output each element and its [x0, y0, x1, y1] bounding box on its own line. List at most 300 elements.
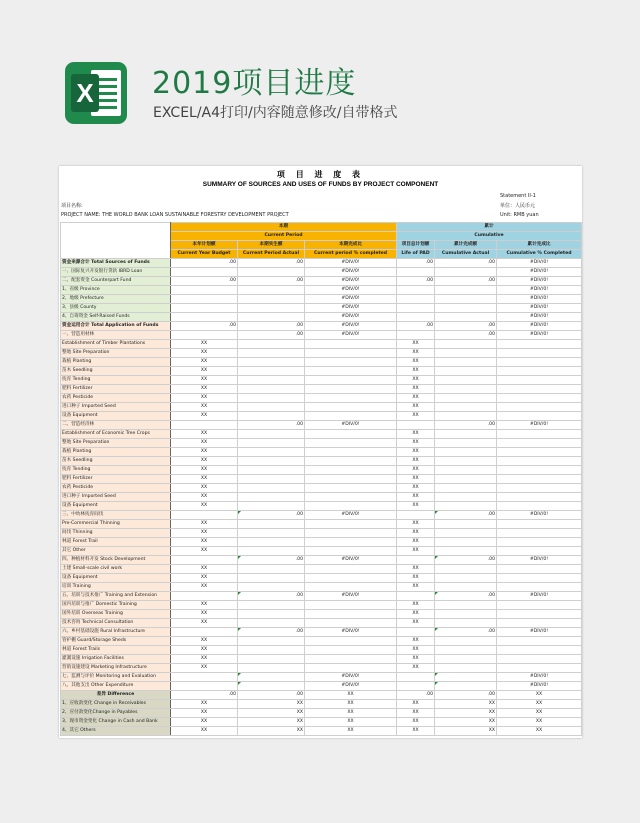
table-cell[interactable] — [238, 313, 305, 322]
table-cell[interactable] — [305, 565, 397, 574]
table-cell[interactable]: #DIV/0! — [305, 313, 397, 322]
table-cell[interactable]: XX — [497, 691, 582, 700]
table-cell[interactable] — [435, 610, 497, 619]
table-cell[interactable] — [305, 493, 397, 502]
table-cell[interactable]: XX — [171, 448, 238, 457]
table-cell[interactable] — [435, 601, 497, 610]
table-cell[interactable] — [397, 331, 435, 340]
table-cell[interactable]: #DIV/0! — [305, 673, 397, 682]
table-cell[interactable] — [497, 403, 582, 412]
table-cell[interactable] — [435, 520, 497, 529]
table-cell[interactable]: XX — [171, 466, 238, 475]
table-cell[interactable] — [435, 637, 497, 646]
table-cell[interactable] — [305, 664, 397, 673]
table-cell[interactable]: XX — [397, 727, 435, 736]
table-cell[interactable] — [305, 448, 397, 457]
table-cell[interactable] — [435, 358, 497, 367]
table-cell[interactable] — [397, 304, 435, 313]
table-cell[interactable]: XX — [171, 610, 238, 619]
table-cell[interactable]: XX — [397, 475, 435, 484]
table-cell[interactable] — [497, 376, 582, 385]
table-cell[interactable] — [238, 304, 305, 313]
table-cell[interactable] — [305, 538, 397, 547]
table-cell[interactable] — [238, 637, 305, 646]
table-cell[interactable]: XX — [397, 646, 435, 655]
table-cell[interactable] — [497, 394, 582, 403]
table-cell[interactable] — [305, 637, 397, 646]
table-cell[interactable] — [435, 502, 497, 511]
table-cell[interactable] — [305, 367, 397, 376]
table-cell[interactable] — [497, 583, 582, 592]
table-cell[interactable] — [238, 394, 305, 403]
table-cell[interactable]: #DIV/0! — [305, 331, 397, 340]
table-cell[interactable]: XX — [171, 646, 238, 655]
table-cell[interactable]: #DIV/0! — [497, 286, 582, 295]
table-cell[interactable]: XX — [171, 718, 238, 727]
table-cell[interactable]: XX — [435, 718, 497, 727]
table-cell[interactable] — [497, 664, 582, 673]
table-cell[interactable]: XX — [171, 358, 238, 367]
table-cell[interactable] — [397, 628, 435, 637]
table-cell[interactable] — [305, 547, 397, 556]
table-cell[interactable] — [171, 313, 238, 322]
table-cell[interactable] — [397, 511, 435, 520]
table-cell[interactable] — [497, 637, 582, 646]
table-cell[interactable] — [171, 421, 238, 430]
table-cell[interactable] — [435, 466, 497, 475]
table-cell[interactable] — [238, 412, 305, 421]
table-cell[interactable]: XX — [171, 637, 238, 646]
table-cell[interactable]: XX — [171, 709, 238, 718]
table-cell[interactable] — [435, 394, 497, 403]
table-cell[interactable] — [435, 493, 497, 502]
table-cell[interactable] — [305, 520, 397, 529]
table-cell[interactable] — [497, 466, 582, 475]
table-cell[interactable] — [238, 376, 305, 385]
table-cell[interactable] — [238, 385, 305, 394]
table-cell[interactable]: .00 — [435, 592, 497, 601]
table-cell[interactable] — [435, 439, 497, 448]
table-cell[interactable] — [397, 592, 435, 601]
table-cell[interactable] — [435, 304, 497, 313]
table-cell[interactable]: XX — [171, 394, 238, 403]
table-cell[interactable] — [171, 304, 238, 313]
table-cell[interactable] — [497, 538, 582, 547]
table-cell[interactable]: XX — [397, 655, 435, 664]
table-cell[interactable]: XX — [171, 664, 238, 673]
table-cell[interactable]: XX — [397, 430, 435, 439]
table-cell[interactable] — [238, 682, 305, 691]
table-cell[interactable]: .00 — [397, 277, 435, 286]
table-cell[interactable] — [238, 493, 305, 502]
table-cell[interactable] — [497, 475, 582, 484]
table-cell[interactable] — [305, 349, 397, 358]
table-cell[interactable]: .00 — [238, 322, 305, 331]
table-cell[interactable] — [238, 358, 305, 367]
table-cell[interactable]: #DIV/0! — [305, 322, 397, 331]
table-cell[interactable] — [397, 295, 435, 304]
table-cell[interactable]: XX — [171, 583, 238, 592]
table-cell[interactable] — [497, 340, 582, 349]
table-cell[interactable] — [435, 682, 497, 691]
table-cell[interactable] — [397, 313, 435, 322]
table-cell[interactable]: .00 — [435, 691, 497, 700]
table-cell[interactable]: XX — [397, 448, 435, 457]
table-cell[interactable]: .00 — [238, 556, 305, 565]
table-cell[interactable]: XX — [171, 547, 238, 556]
table-cell[interactable]: #DIV/0! — [497, 628, 582, 637]
table-cell[interactable] — [435, 367, 497, 376]
table-cell[interactable] — [305, 394, 397, 403]
table-cell[interactable] — [305, 475, 397, 484]
table-cell[interactable] — [497, 520, 582, 529]
table-cell[interactable] — [238, 286, 305, 295]
table-cell[interactable]: #DIV/0! — [305, 259, 397, 268]
table-cell[interactable]: #DIV/0! — [497, 304, 582, 313]
table-cell[interactable]: XX — [397, 349, 435, 358]
table-cell[interactable]: XX — [397, 610, 435, 619]
table-cell[interactable]: XX — [171, 619, 238, 628]
table-cell[interactable]: XX — [397, 376, 435, 385]
table-cell[interactable]: .00 — [435, 628, 497, 637]
table-cell[interactable]: XX — [171, 412, 238, 421]
table-cell[interactable]: XX — [397, 502, 435, 511]
table-cell[interactable]: #DIV/0! — [497, 682, 582, 691]
table-cell[interactable] — [305, 646, 397, 655]
table-cell[interactable] — [238, 268, 305, 277]
table-cell[interactable]: XX — [397, 520, 435, 529]
table-cell[interactable] — [435, 457, 497, 466]
table-cell[interactable]: .00 — [435, 259, 497, 268]
table-cell[interactable]: #DIV/0! — [497, 556, 582, 565]
table-cell[interactable]: XX — [397, 565, 435, 574]
table-cell[interactable]: XX — [171, 367, 238, 376]
table-cell[interactable]: .00 — [435, 277, 497, 286]
table-cell[interactable]: #DIV/0! — [305, 268, 397, 277]
table-cell[interactable] — [305, 502, 397, 511]
table-cell[interactable]: XX — [171, 502, 238, 511]
table-cell[interactable]: XX — [435, 727, 497, 736]
table-cell[interactable] — [171, 673, 238, 682]
table-cell[interactable]: #DIV/0! — [497, 277, 582, 286]
table-cell[interactable]: #DIV/0! — [305, 277, 397, 286]
table-cell[interactable]: XX — [238, 700, 305, 709]
table-cell[interactable]: XX — [497, 718, 582, 727]
table-cell[interactable]: XX — [397, 484, 435, 493]
table-cell[interactable] — [171, 331, 238, 340]
table-cell[interactable]: .00 — [397, 322, 435, 331]
table-cell[interactable] — [497, 484, 582, 493]
table-cell[interactable] — [305, 583, 397, 592]
table-cell[interactable] — [305, 439, 397, 448]
table-cell[interactable] — [171, 286, 238, 295]
table-cell[interactable] — [238, 538, 305, 547]
table-cell[interactable]: .00 — [238, 628, 305, 637]
table-cell[interactable] — [238, 655, 305, 664]
table-cell[interactable]: XX — [397, 601, 435, 610]
table-cell[interactable]: XX — [397, 700, 435, 709]
table-cell[interactable] — [497, 601, 582, 610]
table-cell[interactable] — [497, 439, 582, 448]
table-cell[interactable] — [435, 430, 497, 439]
table-cell[interactable]: .00 — [171, 322, 238, 331]
table-cell[interactable]: XX — [397, 493, 435, 502]
table-cell[interactable] — [238, 457, 305, 466]
table-cell[interactable]: XX — [397, 367, 435, 376]
table-cell[interactable] — [435, 313, 497, 322]
table-cell[interactable]: XX — [397, 547, 435, 556]
table-cell[interactable]: XX — [435, 709, 497, 718]
table-cell[interactable] — [305, 340, 397, 349]
table-cell[interactable]: XX — [305, 700, 397, 709]
table-cell[interactable]: .00 — [435, 556, 497, 565]
table-cell[interactable] — [238, 295, 305, 304]
table-cell[interactable] — [497, 457, 582, 466]
table-cell[interactable] — [238, 520, 305, 529]
table-cell[interactable] — [305, 412, 397, 421]
table-cell[interactable] — [435, 574, 497, 583]
table-cell[interactable]: XX — [171, 565, 238, 574]
table-cell[interactable]: #DIV/0! — [497, 268, 582, 277]
table-cell[interactable] — [238, 349, 305, 358]
table-cell[interactable]: XX — [397, 457, 435, 466]
table-cell[interactable]: XX — [305, 691, 397, 700]
table-cell[interactable]: XX — [397, 709, 435, 718]
table-cell[interactable]: XX — [397, 439, 435, 448]
table-cell[interactable]: XX — [171, 457, 238, 466]
table-cell[interactable] — [497, 493, 582, 502]
table-cell[interactable] — [435, 475, 497, 484]
table-cell[interactable]: .00 — [238, 691, 305, 700]
table-cell[interactable]: #DIV/0! — [305, 556, 397, 565]
table-cell[interactable] — [497, 619, 582, 628]
table-cell[interactable] — [171, 628, 238, 637]
table-cell[interactable]: XX — [397, 538, 435, 547]
table-cell[interactable]: .00 — [238, 259, 305, 268]
table-cell[interactable]: XX — [171, 340, 238, 349]
table-cell[interactable] — [238, 340, 305, 349]
table-cell[interactable]: #DIV/0! — [497, 592, 582, 601]
table-cell[interactable] — [497, 448, 582, 457]
table-cell[interactable]: XX — [238, 727, 305, 736]
table-cell[interactable]: .00 — [238, 421, 305, 430]
table-cell[interactable]: XX — [171, 538, 238, 547]
table-cell[interactable] — [435, 448, 497, 457]
table-cell[interactable] — [305, 610, 397, 619]
table-cell[interactable] — [435, 655, 497, 664]
table-cell[interactable]: XX — [238, 718, 305, 727]
table-cell[interactable]: XX — [397, 574, 435, 583]
table-cell[interactable]: XX — [171, 430, 238, 439]
table-cell[interactable] — [435, 403, 497, 412]
table-cell[interactable]: XX — [497, 709, 582, 718]
table-cell[interactable] — [435, 349, 497, 358]
table-cell[interactable]: XX — [171, 601, 238, 610]
table-cell[interactable] — [497, 610, 582, 619]
table-cell[interactable]: #DIV/0! — [497, 259, 582, 268]
table-cell[interactable]: .00 — [397, 691, 435, 700]
table-cell[interactable]: .00 — [171, 691, 238, 700]
table-cell[interactable]: XX — [397, 394, 435, 403]
table-cell[interactable]: .00 — [435, 322, 497, 331]
table-cell[interactable]: XX — [397, 583, 435, 592]
table-cell[interactable] — [305, 430, 397, 439]
table-cell[interactable]: .00 — [171, 259, 238, 268]
table-cell[interactable]: XX — [171, 376, 238, 385]
table-cell[interactable] — [497, 349, 582, 358]
table-cell[interactable] — [238, 664, 305, 673]
table-cell[interactable] — [238, 502, 305, 511]
table-cell[interactable]: XX — [171, 439, 238, 448]
table-cell[interactable] — [238, 565, 305, 574]
table-cell[interactable] — [238, 448, 305, 457]
table-cell[interactable]: .00 — [171, 277, 238, 286]
table-cell[interactable]: #DIV/0! — [497, 295, 582, 304]
table-cell[interactable] — [305, 574, 397, 583]
table-cell[interactable]: #DIV/0! — [305, 286, 397, 295]
table-cell[interactable] — [497, 529, 582, 538]
table-cell[interactable] — [305, 655, 397, 664]
table-cell[interactable] — [497, 358, 582, 367]
table-cell[interactable] — [305, 385, 397, 394]
table-cell[interactable]: .00 — [238, 592, 305, 601]
table-cell[interactable]: XX — [397, 358, 435, 367]
table-cell[interactable]: XX — [171, 475, 238, 484]
table-cell[interactable] — [497, 547, 582, 556]
table-cell[interactable] — [397, 673, 435, 682]
table-cell[interactable]: #DIV/0! — [305, 511, 397, 520]
table-cell[interactable] — [305, 403, 397, 412]
table-cell[interactable] — [497, 412, 582, 421]
table-cell[interactable]: XX — [238, 709, 305, 718]
table-cell[interactable] — [171, 592, 238, 601]
table-cell[interactable] — [171, 295, 238, 304]
table-cell[interactable] — [305, 358, 397, 367]
table-cell[interactable]: #DIV/0! — [497, 421, 582, 430]
table-cell[interactable]: #DIV/0! — [497, 331, 582, 340]
table-cell[interactable] — [435, 565, 497, 574]
table-cell[interactable]: .00 — [435, 511, 497, 520]
table-cell[interactable]: #DIV/0! — [497, 313, 582, 322]
table-cell[interactable] — [497, 655, 582, 664]
table-cell[interactable] — [435, 340, 497, 349]
table-cell[interactable] — [171, 511, 238, 520]
table-cell[interactable]: XX — [171, 349, 238, 358]
table-cell[interactable]: .00 — [238, 277, 305, 286]
table-cell[interactable] — [497, 385, 582, 394]
table-cell[interactable] — [305, 466, 397, 475]
table-cell[interactable]: .00 — [238, 331, 305, 340]
table-cell[interactable] — [305, 457, 397, 466]
table-cell[interactable] — [435, 529, 497, 538]
table-cell[interactable] — [238, 403, 305, 412]
table-cell[interactable]: XX — [171, 727, 238, 736]
table-cell[interactable]: .00 — [435, 331, 497, 340]
table-cell[interactable] — [305, 484, 397, 493]
table-cell[interactable]: #DIV/0! — [497, 322, 582, 331]
table-cell[interactable] — [497, 574, 582, 583]
table-cell[interactable]: XX — [497, 700, 582, 709]
table-cell[interactable]: XX — [397, 466, 435, 475]
table-cell[interactable]: XX — [397, 718, 435, 727]
table-cell[interactable] — [435, 484, 497, 493]
table-cell[interactable]: XX — [397, 403, 435, 412]
table-cell[interactable] — [435, 547, 497, 556]
table-cell[interactable] — [238, 484, 305, 493]
table-cell[interactable]: XX — [171, 574, 238, 583]
table-cell[interactable]: XX — [171, 655, 238, 664]
table-cell[interactable]: XX — [435, 700, 497, 709]
table-cell[interactable] — [435, 673, 497, 682]
table-cell[interactable]: #DIV/0! — [305, 421, 397, 430]
table-cell[interactable] — [497, 430, 582, 439]
table-cell[interactable] — [238, 466, 305, 475]
table-cell[interactable] — [397, 286, 435, 295]
table-cell[interactable] — [497, 646, 582, 655]
table-cell[interactable]: .00 — [238, 511, 305, 520]
table-cell[interactable]: XX — [497, 727, 582, 736]
table-cell[interactable]: .00 — [435, 421, 497, 430]
table-cell[interactable] — [238, 601, 305, 610]
table-cell[interactable] — [305, 529, 397, 538]
table-cell[interactable]: XX — [171, 403, 238, 412]
table-cell[interactable]: XX — [397, 340, 435, 349]
table-cell[interactable] — [435, 376, 497, 385]
table-cell[interactable] — [435, 538, 497, 547]
table-cell[interactable] — [238, 574, 305, 583]
table-cell[interactable] — [238, 475, 305, 484]
table-cell[interactable]: XX — [171, 385, 238, 394]
table-cell[interactable]: #DIV/0! — [305, 682, 397, 691]
table-cell[interactable]: XX — [397, 412, 435, 421]
table-cell[interactable]: XX — [171, 529, 238, 538]
table-cell[interactable] — [238, 529, 305, 538]
table-cell[interactable] — [435, 583, 497, 592]
table-cell[interactable] — [435, 268, 497, 277]
table-cell[interactable] — [435, 286, 497, 295]
table-cell[interactable]: #DIV/0! — [497, 673, 582, 682]
table-cell[interactable] — [435, 295, 497, 304]
table-cell[interactable] — [238, 673, 305, 682]
table-cell[interactable] — [171, 268, 238, 277]
table-cell[interactable] — [435, 385, 497, 394]
table-cell[interactable] — [497, 502, 582, 511]
table-cell[interactable] — [238, 619, 305, 628]
table-cell[interactable] — [238, 583, 305, 592]
table-cell[interactable]: XX — [397, 664, 435, 673]
table-cell[interactable]: XX — [171, 493, 238, 502]
table-cell[interactable]: #DIV/0! — [305, 592, 397, 601]
table-cell[interactable] — [238, 367, 305, 376]
table-cell[interactable] — [397, 682, 435, 691]
table-cell[interactable] — [435, 646, 497, 655]
table-cell[interactable]: XX — [397, 385, 435, 394]
table-cell[interactable]: #DIV/0! — [497, 511, 582, 520]
table-cell[interactable]: XX — [397, 619, 435, 628]
table-cell[interactable] — [305, 376, 397, 385]
table-cell[interactable] — [435, 664, 497, 673]
table-cell[interactable] — [397, 556, 435, 565]
table-cell[interactable] — [171, 682, 238, 691]
table-cell[interactable] — [305, 619, 397, 628]
table-cell[interactable]: #DIV/0! — [305, 628, 397, 637]
table-cell[interactable]: XX — [397, 529, 435, 538]
table-cell[interactable] — [497, 367, 582, 376]
table-cell[interactable] — [238, 610, 305, 619]
table-cell[interactable] — [397, 268, 435, 277]
table-cell[interactable]: XX — [305, 718, 397, 727]
table-cell[interactable] — [435, 619, 497, 628]
